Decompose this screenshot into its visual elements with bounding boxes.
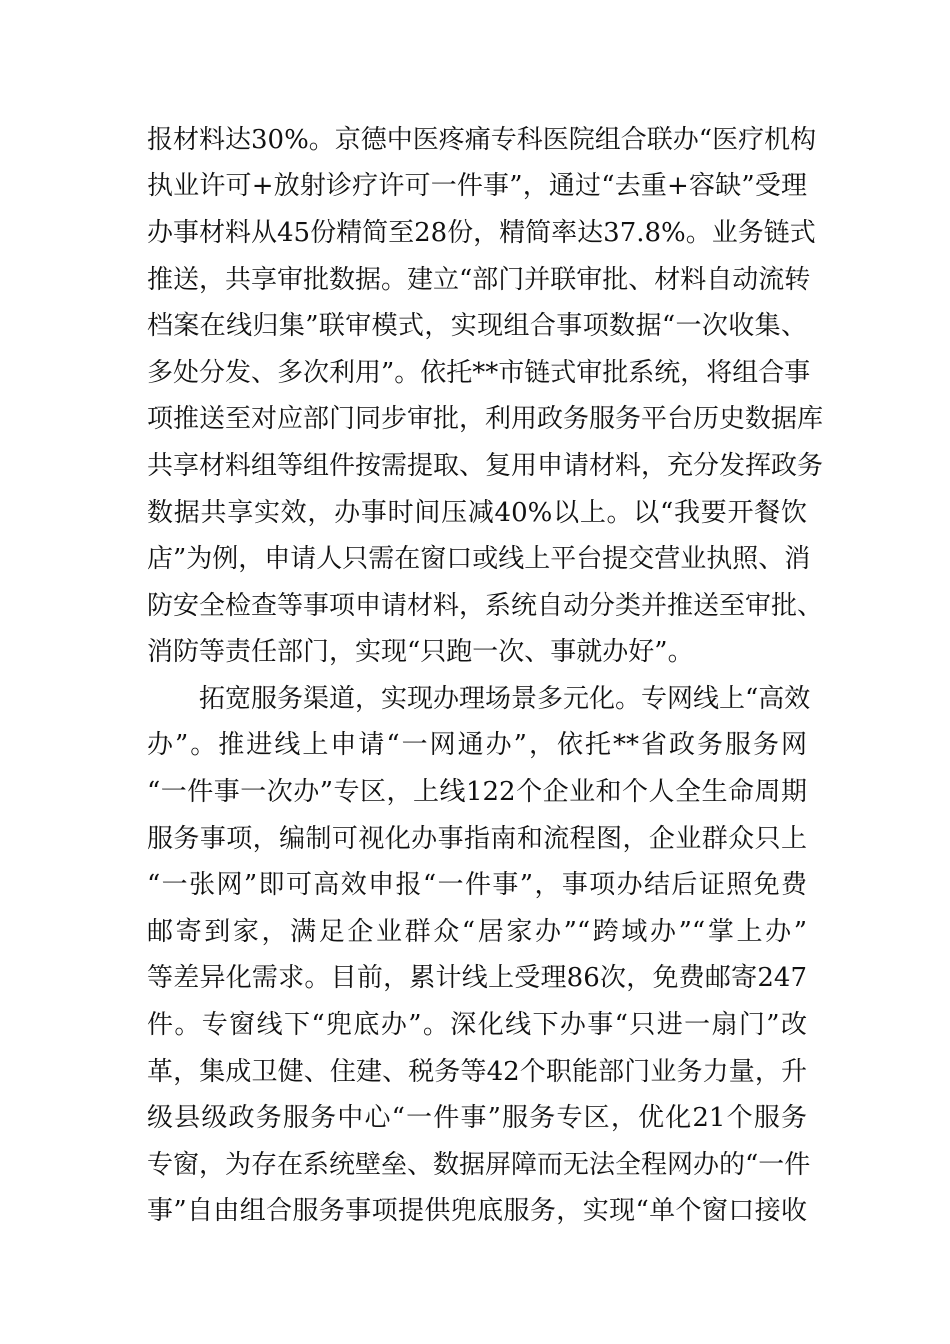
text-line: 报材料达30%。京德中医疼痛专科医院组合联办“医疗机构 [147,125,817,155]
text-line: 项推送至对应部门同步审批，利用政务服务平台历史数据库 [147,404,824,434]
paragraph-first-line: 拓宽服务渠道，实现办理场景多元化。专网线上“高效 [199,684,811,714]
text-line: 级县级政务服务中心“一件事”服务专区，优化21个服务 [147,1103,807,1133]
text-line: 服务事项，编制可视化办事指南和流程图，企业群众只上 [147,824,807,854]
text-line: 共享材料组等组件按需提取、复用申请材料，充分发挥政务 [147,451,824,481]
text-line: “一张网”即可高效申报“一件事”，事项办结后证照免费 [147,870,807,900]
text-line: 执业许可+放射诊疗许可一件事”，通过“去重+容缺”受理 [147,171,807,201]
text-line: 多处分发、多次利用”。依托**市链式审批系统，将组合事 [147,358,811,388]
text-line: 事”自由组合服务事项提供兜底服务，实现“单个窗口接收 [147,1196,807,1226]
text-line: 专窗，为存在系统壁垒、数据屏障而无法全程网办的“一件 [147,1150,811,1180]
text-line: 防安全检查等事项申请材料，系统自动分类并推送至审批、 [147,591,824,621]
text-line: 消防等责任部门，实现“只跑一次、事就办好”。 [147,637,694,667]
text-line: 推送，共享审批数据。建立“部门并联审批、材料自动流转 [147,265,811,295]
text-line: 档案在线归集”联审模式，实现组合事项数据“一次收集、 [147,311,807,341]
text-line: 邮寄到家，满足企业群众“居家办”“跨域办”“掌上办” [147,917,807,947]
text-line: 革，集成卫健、住建、税务等42个职能部门业务力量，升 [147,1057,807,1087]
text-line: 等差异化需求。目前，累计线上受理86次，免费邮寄247 [147,963,807,993]
text-line: 数据共享实效，办事时间压减40%以上。以“我要开餐饮 [147,498,807,528]
text-line: 件。专窗线下“兜底办”。深化线下办事“只进一扇门”改 [147,1010,807,1040]
text-line: 办事材料从45份精简至28份，精简率达37.8%。业务链式 [147,218,816,248]
text-line: 办”。推进线上申请“一网通办”，依托**省政务服务网 [147,730,807,760]
text-line: 店”为例，申请人只需在窗口或线上平台提交营业执照、消 [147,544,811,574]
text-line: “一件事一次办”专区，上线122个企业和个人全生命周期 [147,777,807,807]
